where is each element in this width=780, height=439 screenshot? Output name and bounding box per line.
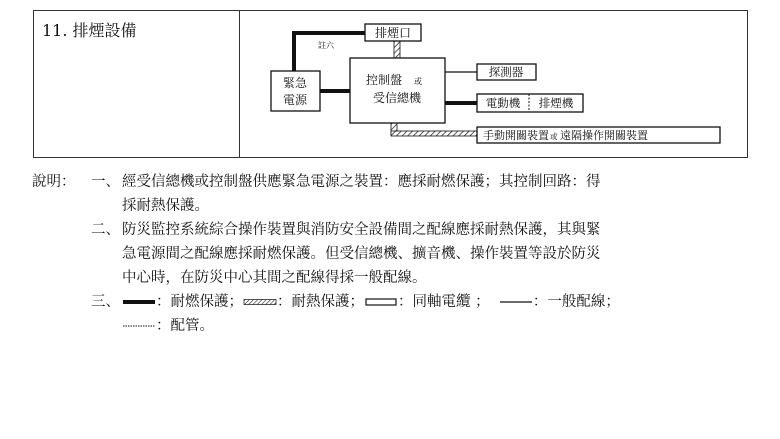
note-3-legend-line-1: [122, 290, 620, 314]
control-panel-or: 或: [414, 77, 422, 86]
heat-resistant-wire-switch-h: [391, 131, 477, 136]
wiring-diagram: [0, 0, 780, 170]
legend-coax-text: ：同軸電纜 ；: [398, 294, 490, 310]
general-wire-symbol: [499, 297, 533, 307]
fire-resistant-symbol: [122, 297, 156, 307]
legend-fire-text: ：耐燃保護；: [156, 294, 243, 310]
heat-resistant-symbol: [243, 297, 277, 307]
detector-label: 探測器: [488, 65, 524, 79]
manual-switch-label-1: 手動開關裝置: [483, 129, 549, 142]
note-2-line-2: 急電源間之配線應採耐燃保護。但受信總機、擴音機、操作裝置等設於防災: [122, 246, 601, 262]
coax-cable-symbol: [364, 297, 398, 307]
note-six-label: 註六: [318, 41, 334, 50]
legend-heat-text: ：耐熱保護；: [277, 294, 364, 310]
motor-label: 電動機: [485, 96, 521, 110]
control-panel-label-1: 控制盤: [366, 73, 403, 87]
note-2-line-3: 中心時，在防災中心其間之配線得採一般配線。: [122, 270, 427, 286]
emergency-power-label-2: 電源: [282, 93, 308, 107]
note-1-number: 一、: [91, 174, 120, 190]
section-title: 11. 排煙設備: [42, 21, 137, 40]
manual-switch-or: 或: [550, 132, 558, 141]
heat-resistant-wire-port: [394, 41, 400, 58]
note-3-legend-line-2: [122, 314, 214, 338]
exhaust-port-label: 排煙口: [374, 26, 412, 40]
exhaust-fan-label: 排煙機: [538, 96, 574, 110]
note-2-line-1: 防災監控系統綜合操作裝置與消防安全設備間之配線應採耐熱保護，其與緊: [122, 222, 601, 238]
note-2-number: 二、: [91, 222, 120, 238]
notes-label: 說明：: [32, 174, 76, 190]
control-panel-label-2: 受信總機: [372, 91, 422, 105]
legend-pipe-text: ：配管。: [156, 318, 214, 334]
legend-general-text: ：一般配線；: [532, 294, 620, 310]
emergency-power-label-1: 緊急: [282, 76, 308, 90]
note-3-number: 三、: [91, 294, 120, 310]
note-1-line-1: 經受信總機或控制盤供應緊急電源之裝置：應採耐燃保護；其控制回路：得: [122, 174, 601, 190]
note-1-line-2: 採耐熱保護。: [122, 198, 209, 214]
manual-switch-label-2: 遠隔操作開關裝置: [560, 129, 648, 142]
pipe-symbol: [122, 321, 156, 331]
